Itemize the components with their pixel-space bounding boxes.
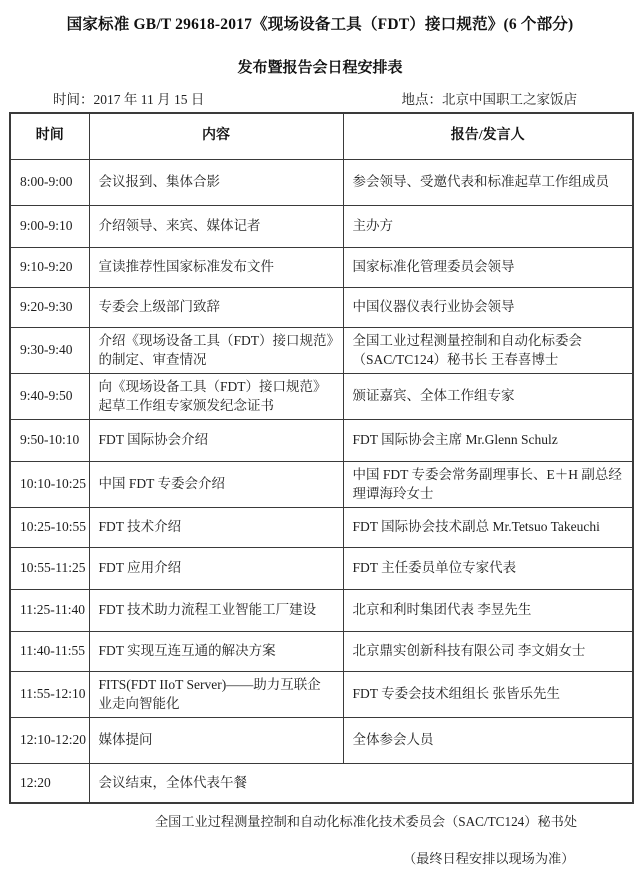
- schedule-row: [10, 631, 633, 671]
- content-cell: FDT 实现互连互通的解决方案: [89, 631, 343, 671]
- schedule-row: [10, 507, 633, 547]
- header-time: 时间: [10, 113, 89, 159]
- speaker-cell: FDT 国际协会主席 Mr.Glenn Schulz: [343, 419, 633, 461]
- schedule-row: [10, 419, 633, 461]
- speaker-cell: 中国 FDT 专委会常务副理事长、E＋H 副总经理谭海玲女士: [343, 461, 633, 507]
- speaker-cell: 主办方: [343, 205, 633, 247]
- speaker-cell: 中国仪器仪表行业协会领导: [343, 287, 633, 327]
- time-cell: 9:40-9:50: [10, 373, 89, 419]
- speaker-cell: FDT 主任委员单位专家代表: [343, 547, 633, 589]
- schedule-row: [10, 461, 633, 507]
- content-cell: FDT 技术助力流程工业智能工厂建设: [89, 589, 343, 631]
- content-cell: 媒体提问: [89, 717, 343, 763]
- speaker-cell: 北京鼎实创新科技有限公司 李文娟女士: [343, 631, 633, 671]
- schedule-row: [10, 159, 633, 205]
- time-cell: 9:30-9:40: [10, 327, 89, 373]
- time-cell: 10:55-11:25: [10, 547, 89, 589]
- content-cell: FITS(FDT IIoT Server)——助力互联企业走向智能化: [89, 671, 343, 717]
- content-cell: FDT 技术介绍: [89, 507, 343, 547]
- time-cell: 11:25-11:40: [10, 589, 89, 631]
- footer-organizer: 全国工业过程测量控制和自动化标准化技术委员会（SAC/TC124）秘书处: [155, 814, 578, 829]
- time-cell: 10:10-10:25: [10, 461, 89, 507]
- schedule-row: [10, 671, 633, 717]
- content-cell: 向《现场设备工具（FDT）接口规范》起草工作组专家颁发纪念证书: [89, 373, 343, 419]
- page-subtitle: 发布暨报告会日程安排表: [237, 60, 403, 76]
- schedule-row: [10, 287, 633, 327]
- content-cell: 介绍《现场设备工具（FDT）接口规范》的制定、审查情况: [89, 327, 343, 373]
- schedule-row: [10, 327, 633, 373]
- schedule-row: [10, 763, 633, 803]
- header-speaker: 报告/发言人: [343, 113, 633, 159]
- time-cell: 10:25-10:55: [10, 507, 89, 547]
- content-cell: FDT 应用介绍: [89, 547, 343, 589]
- schedule-row: [10, 547, 633, 589]
- time-cell: 8:00-9:00: [10, 159, 89, 205]
- content-cell: 宣读推荐性国家标准发布文件: [89, 247, 343, 287]
- header-row: [10, 113, 633, 159]
- meta-time: 时间：2017 年 11 月 15 日: [53, 92, 205, 107]
- time-cell: 9:50-10:10: [10, 419, 89, 461]
- page-title: 国家标准 GB/T 29618-2017《现场设备工具（FDT）接口规范》(6 个部分): [66, 16, 574, 33]
- schedule-row: [10, 589, 633, 631]
- time-cell: 11:40-11:55: [10, 631, 89, 671]
- content-cell: 会议结束，全体代表午餐: [89, 763, 633, 803]
- speaker-cell: FDT 国际协会技术副总 Mr.Tetsuo Takeuchi: [343, 507, 633, 547]
- speaker-cell: 全国工业过程测量控制和自动化标委会（SAC/TC124）秘书长 王春喜博士: [343, 327, 633, 373]
- schedule-row: [10, 205, 633, 247]
- content-cell: 会议报到、集体合影: [89, 159, 343, 205]
- footer-note: （最终日程安排以现场为准）: [403, 851, 575, 866]
- meta-location: 地点：北京中国职工之家饭店: [401, 92, 577, 107]
- time-cell: 12:10-12:20: [10, 717, 89, 763]
- time-cell: 12:20: [10, 763, 89, 803]
- content-cell: 中国 FDT 专委会介绍: [89, 461, 343, 507]
- header-content: 内容: [89, 113, 343, 159]
- speaker-cell: 北京和利时集团代表 李昱先生: [343, 589, 633, 631]
- speaker-cell: 颁证嘉宾、全体工作组专家: [343, 373, 633, 419]
- speaker-cell: 全体参会人员: [343, 717, 633, 763]
- speaker-cell: 参会领导、受邀代表和标准起草工作组成员: [343, 159, 633, 205]
- schedule-row: [10, 373, 633, 419]
- schedule-table: [9, 112, 634, 804]
- time-cell: 11:55-12:10: [10, 671, 89, 717]
- time-cell: 9:00-9:10: [10, 205, 89, 247]
- time-cell: 9:10-9:20: [10, 247, 89, 287]
- content-cell: FDT 国际协会介绍: [89, 419, 343, 461]
- schedule-row: [10, 717, 633, 763]
- meta-row: [0, 88, 640, 108]
- content-cell: 专委会上级部门致辞: [89, 287, 343, 327]
- speaker-cell: FDT 专委会技术组组长 张皆乐先生: [343, 671, 633, 717]
- schedule-row: [10, 247, 633, 287]
- time-cell: 9:20-9:30: [10, 287, 89, 327]
- speaker-cell: 国家标准化管理委员会领导: [343, 247, 633, 287]
- content-cell: 介绍领导、来宾、媒体记者: [89, 205, 343, 247]
